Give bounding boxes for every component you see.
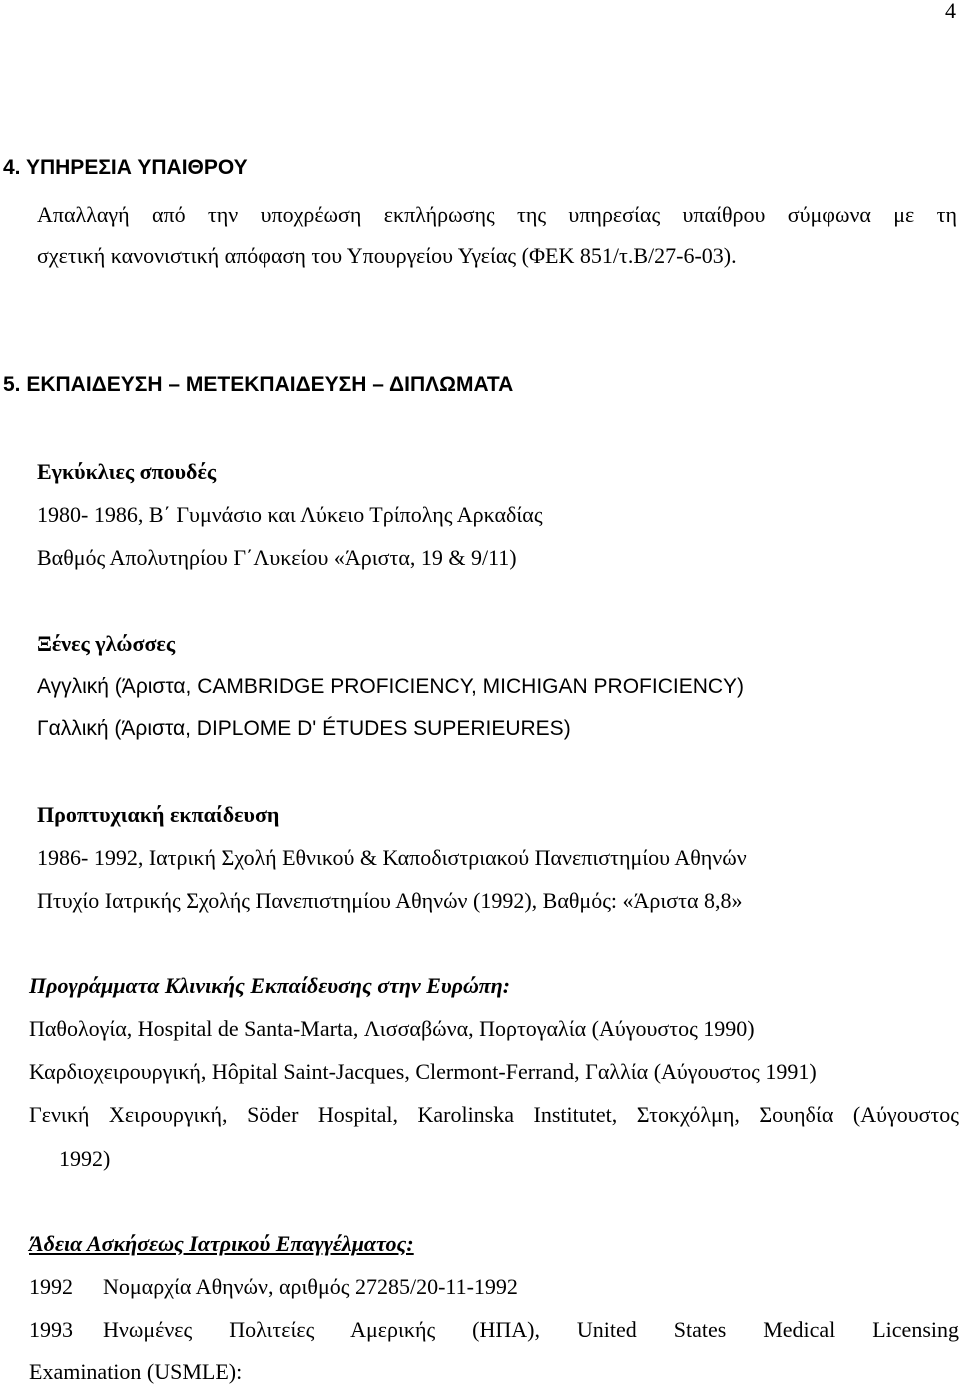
clinical-training-line-3-continuation: 1992): [59, 1146, 111, 1171]
clinical-training-line-3: Γενική Χειρουργική, Söder Hospital, Karolinska Institutet, Στοκχόλμη, Σουηδία (Αύγουστος: [29, 1102, 959, 1127]
languages-english: Αγγλική (Άριστα, CAMBRIDGE PROFICIENCY, MICHIGAN PROFICIENCY): [37, 675, 745, 698]
clinical-training-line-2: Καρδιοχειρουργική, Hôpital Saint-Jacques, Clermont-Ferrand, Γαλλία (Αύγουστος 1991): [29, 1059, 817, 1084]
languages-french: Γαλλική (Άριστα, DIPLOME D' ÉTUDES SUPERIEURES): [37, 717, 571, 740]
undergraduate-line-1: 1986- 1992, Ιατρική Σχολή Εθνικού & Καποδιστριακού Πανεπιστημίου Αθηνών: [37, 845, 747, 870]
medical-license-title: Άδεια Ασκήσεως Ιατρικού Επαγγέλματος:: [29, 1231, 414, 1256]
section-5-heading: 5. ΕΚΠΑΙΔΕΥΣΗ – ΜΕΤΕΚΠΑΙΔΕΥΣΗ – ΔΙΠΛΩΜΑΤΑ: [3, 373, 514, 396]
section-4-paragraph-line-2: σχετική κανονιστική απόφαση του Υπουργείου Υγείας (ΦΕΚ 851/τ.Β/27-6-03).: [37, 243, 737, 268]
secondary-education-line-2: Βαθμός Απολυτηρίου Γ΄Λυκείου «Άριστα, 19 & 9/11): [37, 545, 517, 570]
secondary-education-title: Εγκύκλιες σπουδές: [37, 459, 217, 484]
license-row-1993: [29, 1317, 959, 1343]
secondary-education-line-1: 1980- 1986, Β΄ Γυμνάσιο και Λύκειο Τρίπολης Αρκαδίας: [37, 502, 543, 527]
undergraduate-title: Προπτυχιακή εκπαίδευση: [37, 802, 280, 827]
license-year: 1992: [29, 1274, 73, 1299]
license-row-1993-continuation: Examination (USMLE):: [29, 1359, 243, 1384]
section-4-paragraph-line-1: Απαλλαγή από την υποχρέωση εκπλήρωσης της υπηρεσίας υπαίθρου σύμφωνα με τη: [37, 202, 957, 227]
page-number: 4: [945, 0, 956, 23]
license-text: Νομαρχία Αθηνών, αριθμός 27285/20-11-1992: [103, 1274, 518, 1299]
license-year: 1993: [29, 1317, 73, 1342]
undergraduate-line-2: Πτυχίο Ιατρικής Σχολής Πανεπιστημίου Αθηνών (1992), Βαθμός: «Άριστα 8,8»: [37, 888, 743, 913]
license-text: Ηνωμένες Πολιτείες Αμερικής (ΗΠΑ), United States Medical Licensing: [103, 1317, 959, 1342]
languages-title: Ξένες γλώσσες: [37, 631, 176, 656]
clinical-training-title: Προγράμματα Κλινικής Εκπαίδευσης στην Ευρώπη:: [29, 973, 511, 998]
section-4-heading: 4. ΥΠΗΡΕΣΙΑ ΥΠΑΙΘΡΟΥ: [3, 156, 248, 179]
license-row-1992: [29, 1274, 518, 1300]
clinical-training-line-1: Παθολογία, Hospital de Santa-Marta, Λισσαβώνα, Πορτογαλία (Αύγουστος 1990): [29, 1016, 755, 1041]
